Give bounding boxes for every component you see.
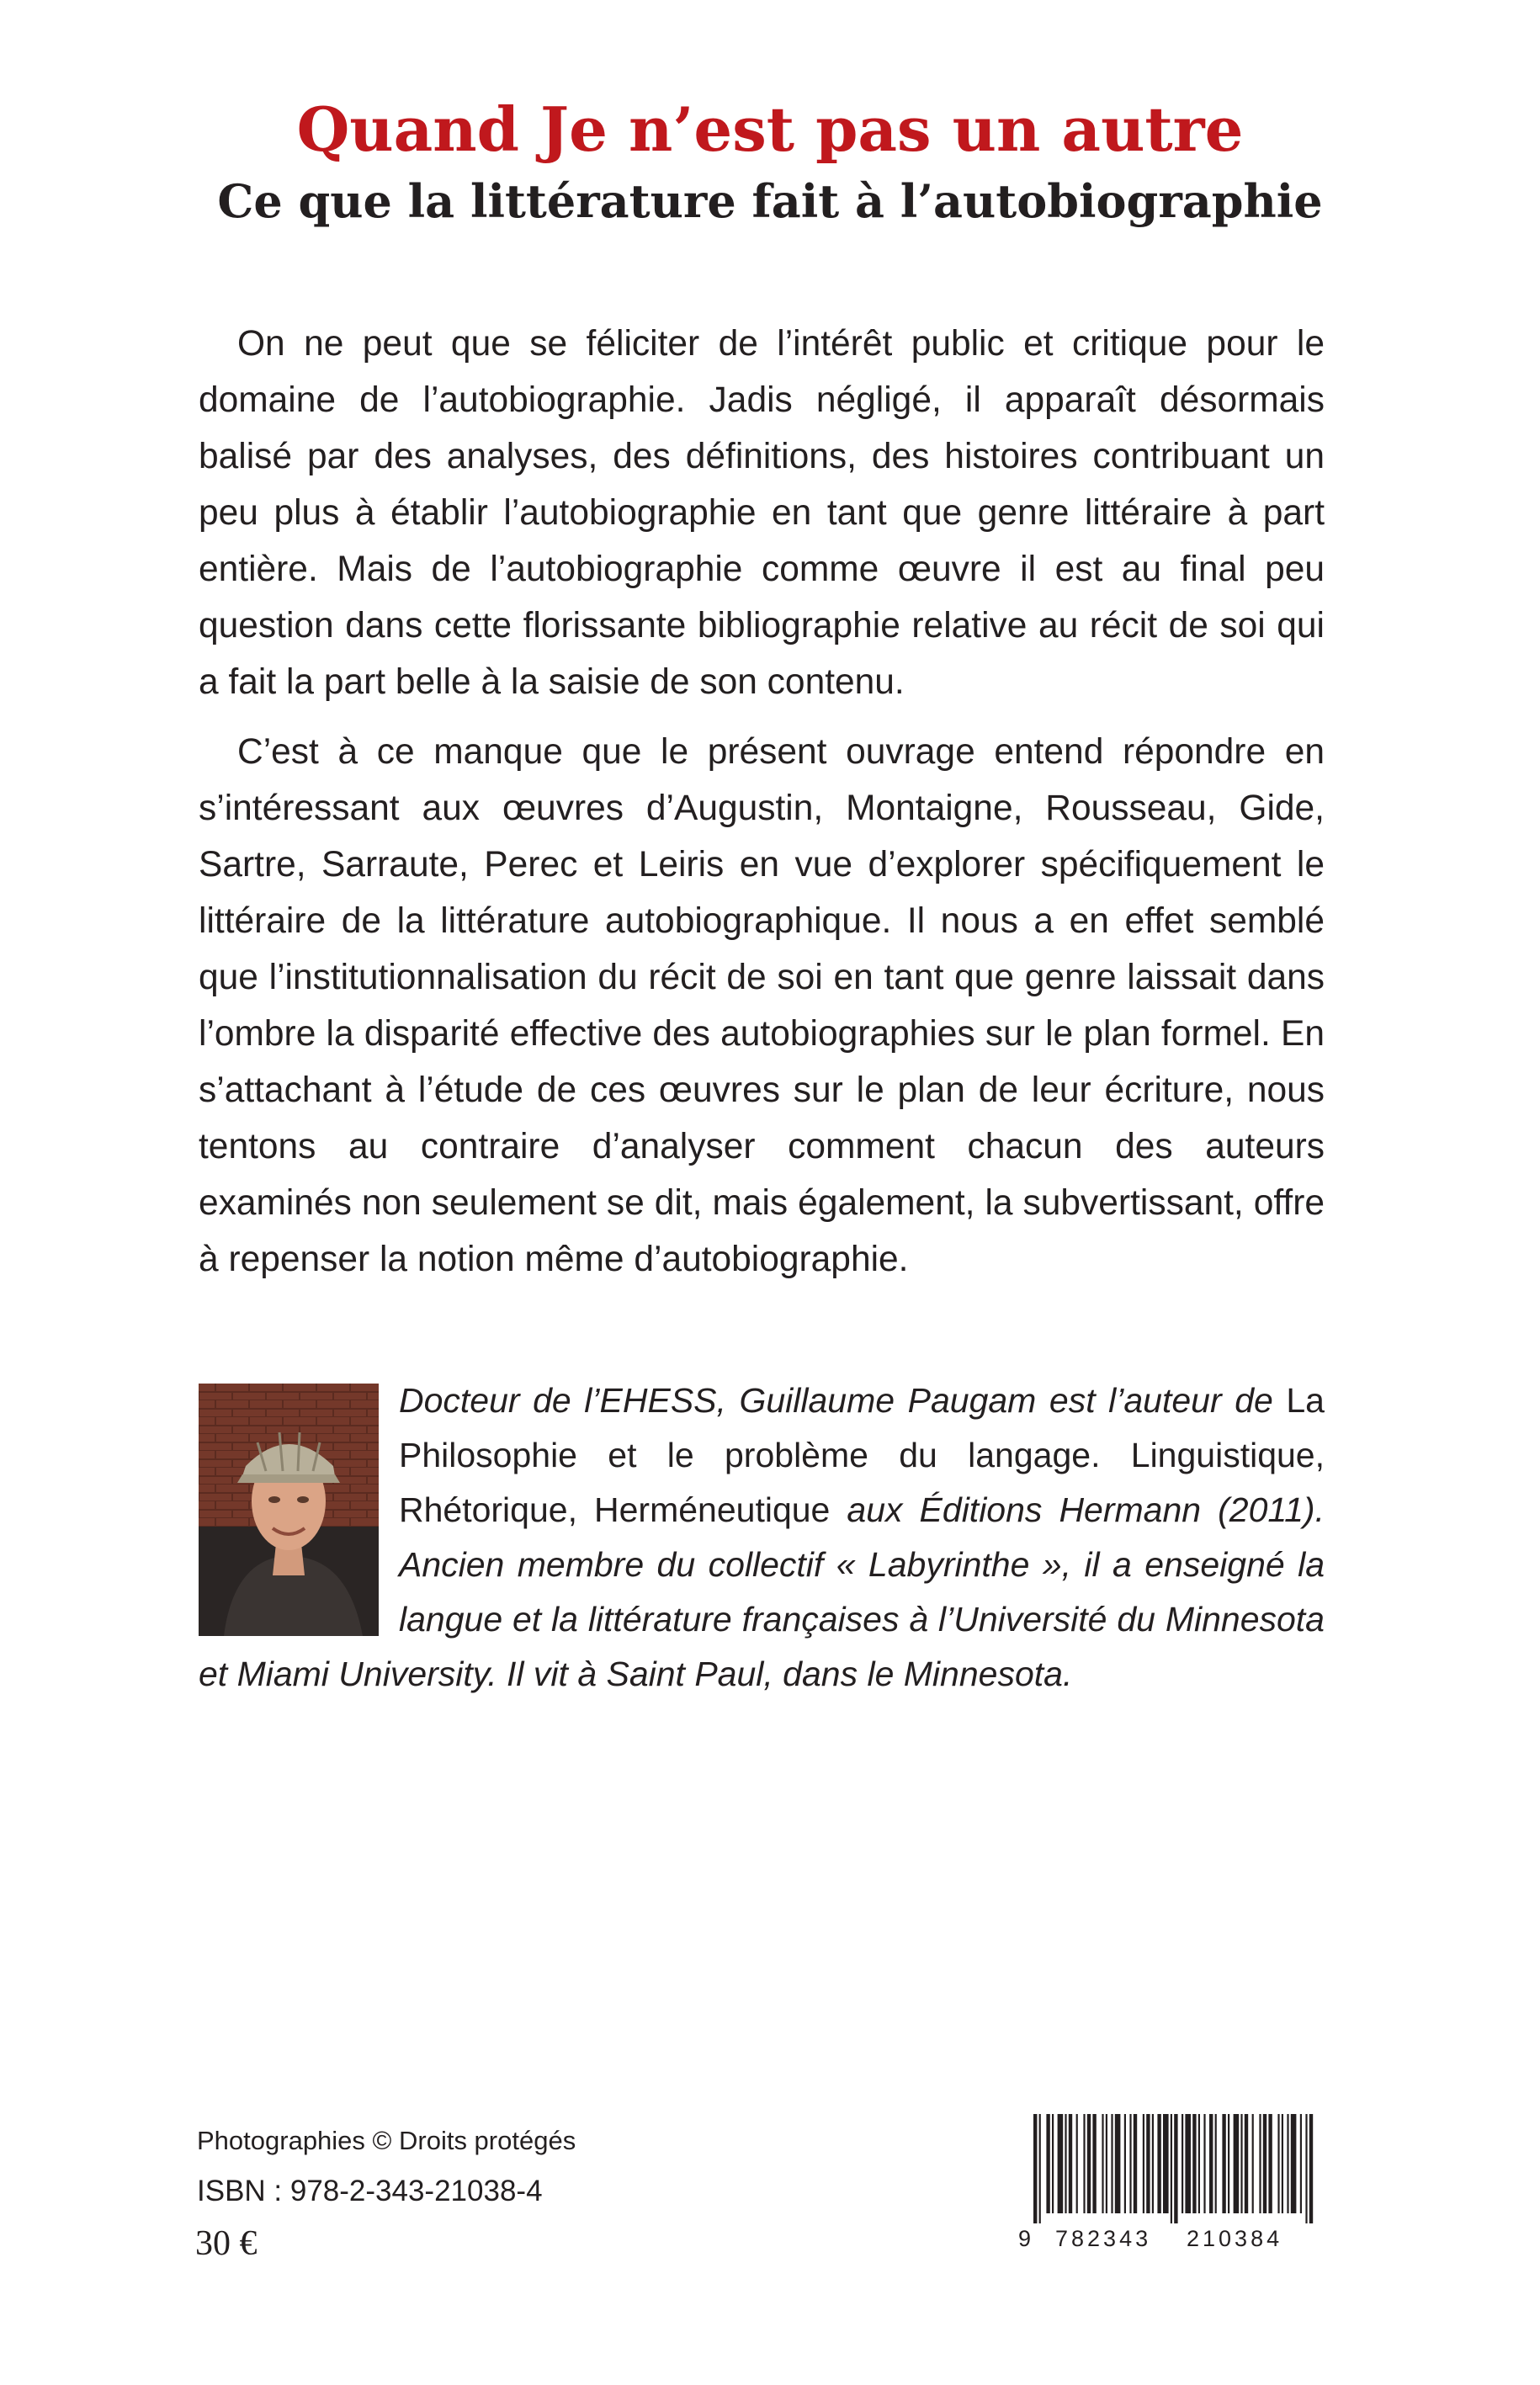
barcode-bar (1115, 2114, 1121, 2213)
barcode-bar (1300, 2114, 1302, 2213)
barcode-bar (1228, 2114, 1229, 2213)
barcode-bar (1076, 2114, 1078, 2213)
barcode-bar (1171, 2114, 1172, 2223)
barcode-right-group: 210384 (1187, 2226, 1283, 2251)
barcode-bar (1174, 2114, 1177, 2223)
barcode-bar (1291, 2114, 1297, 2213)
barcode-bar (1052, 2114, 1054, 2213)
barcode-bar (1163, 2114, 1169, 2213)
photo-credit: Photographies © Droits protégés (197, 2126, 576, 2155)
barcode-bar (1152, 2114, 1154, 2213)
barcode-bar (1309, 2114, 1313, 2223)
book-title: Quand Je n’est pas un autre (296, 93, 1244, 165)
blurb-paragraph-2: C’est à ce manque que le présent ouvrage entend répondre en s’intéressant aux œuvres d’Augustin, Montaigne, Rousseau, Gide, Sartre, Sarraute, Perec et Leiris en vue d’explorer spécifiquement le littéraire de la littérature autobiographique. Il nous a en effet semblé que l’institutionnalisation du récit de soi en tant que genre laissait dans l’ombre la disparité effective des autobiographies sur le plan formel. En s’attachant à l’étude de ces œuvres sur le plan de leur écriture, nous tentons au contraire d’analyser comment chacun des auteurs examinés non seulement se dit, mais également, la subvertissant, offre à repenser la notion même d’autobiographie. (199, 732, 1325, 1279)
barcode-left-group: 782343 (1055, 2226, 1152, 2251)
barcode-bar (1192, 2114, 1196, 2213)
barcode-bar (1268, 2114, 1272, 2213)
barcode-bar (1129, 2114, 1131, 2213)
barcode-bar (1087, 2114, 1091, 2213)
barcode-bar (1065, 2114, 1066, 2213)
price: 30 € (195, 2224, 258, 2263)
bio-details: aux Éditions Hermann (2011). Ancien membre du collectif « Labyrinthe », il a enseigné la langue et la littérature françaises à l’Université du Minnesota et Miami University. Il vit à Saint Paul, dans le Minnesota. (199, 1490, 1325, 1693)
barcode-bar (1305, 2114, 1307, 2223)
barcode-bar (1039, 2114, 1041, 2223)
barcode-bar (1240, 2114, 1242, 2213)
barcode-bar (1234, 2114, 1240, 2213)
barcode-bar (1203, 2114, 1205, 2213)
barcode-bar (1058, 2114, 1064, 2213)
barcode-bar (1157, 2114, 1160, 2213)
barcode-bar (1092, 2114, 1096, 2213)
barcode (1027, 2114, 1321, 2282)
barcode-bar (1198, 2114, 1200, 2213)
barcode-bar (1083, 2114, 1085, 2213)
barcode-bar (1182, 2114, 1183, 2213)
barcode-bar (1185, 2114, 1191, 2213)
barcode-bar (1106, 2114, 1107, 2213)
author-bio (199, 1373, 1325, 1702)
bio-intro: Docteur de l’EHESS, Guillaume Paugam est l’auteur de (399, 1381, 1273, 1420)
barcode-bar (1222, 2114, 1225, 2213)
barcode-bar (1134, 2114, 1137, 2213)
barcode-bar (1282, 2114, 1283, 2213)
blurb (199, 316, 1325, 1301)
isbn: ISBN : 978-2-343-21038-4 (197, 2175, 543, 2207)
barcode-bar (1259, 2114, 1261, 2213)
barcode-bar (1046, 2114, 1049, 2213)
barcode-bar (1263, 2114, 1267, 2213)
barcode-bar (1124, 2114, 1126, 2213)
barcode-bar (1069, 2114, 1072, 2213)
photo-spacer (199, 1373, 379, 1626)
barcode-bar (1215, 2114, 1217, 2213)
barcode-bar (1102, 2114, 1103, 2213)
barcode-bars (1027, 2114, 1321, 2223)
barcode-bar (1209, 2114, 1213, 2213)
barcode-bar (1111, 2114, 1113, 2213)
barcode-first-digit: 9 (1018, 2226, 1032, 2251)
barcode-bar (1033, 2114, 1037, 2223)
barcode-bar (1277, 2114, 1279, 2213)
bio-book-title: La Philosophie et le problème du langage. Linguistique, Rhétorique, Herméneutique (399, 1381, 1325, 1529)
barcode-bar (1245, 2114, 1248, 2213)
blurb-paragraph-1: On ne peut que se féliciter de l’intérêt public et critique pour le domaine de l’autobiographie. Jadis négligé, il apparaît désormais balisé par des analyses, des définitions, des histoires contribuant un peu plus à établir l’autobiographie en tant que genre littéraire à part entière. Mais de l’autobiographie comme œuvre il est au final peu question dans cette florissante bibliographie relative au récit de soi qui a fait la part belle à la saisie de son contenu. (199, 324, 1325, 702)
barcode-bar (1252, 2114, 1254, 2213)
book-subtitle: Ce que la littérature fait à l’autobiographie (217, 174, 1323, 228)
barcode-bar (1146, 2114, 1150, 2213)
barcode-bar (1287, 2114, 1288, 2213)
barcode-bar (1143, 2114, 1144, 2213)
